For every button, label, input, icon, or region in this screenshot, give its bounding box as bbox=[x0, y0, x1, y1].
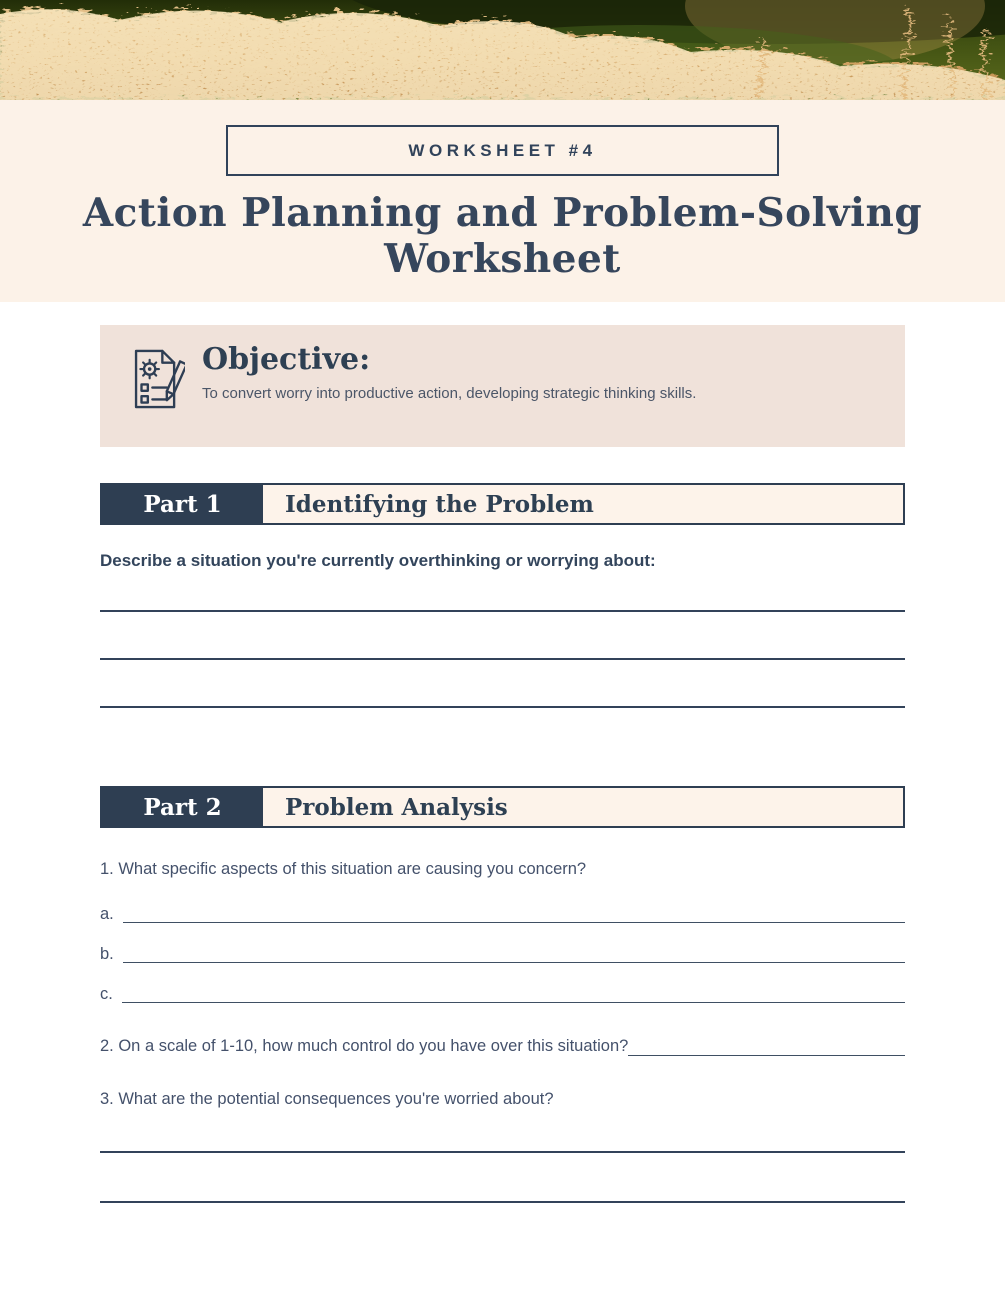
item-label: b. bbox=[100, 945, 114, 963]
answer-line[interactable] bbox=[100, 610, 905, 612]
worksheet-number-box bbox=[226, 125, 779, 176]
question-2: 2. On a scale of 1-10, how much control do you have over this situation? bbox=[100, 1037, 629, 1055]
part1-header-bar bbox=[100, 483, 905, 525]
answer-line[interactable] bbox=[123, 947, 905, 963]
question-1-item-b bbox=[100, 943, 905, 963]
question-3: 3. What are the potential consequences you're worried about? bbox=[100, 1090, 554, 1108]
answer-line[interactable] bbox=[100, 706, 905, 708]
part1-prompt: Describe a situation you're currently overthinking or worrying about: bbox=[100, 551, 656, 570]
document-gear-pencil-icon bbox=[127, 346, 185, 417]
part2-heading: Problem Analysis bbox=[285, 793, 508, 821]
objective-callout bbox=[100, 325, 905, 447]
masthead bbox=[0, 100, 1005, 302]
part1-heading: Identifying the Problem bbox=[285, 490, 594, 518]
part2-badge: Part 2 bbox=[102, 788, 263, 826]
item-label: c. bbox=[100, 985, 113, 1003]
question-1-item-c bbox=[100, 983, 905, 1003]
part1-badge: Part 1 bbox=[102, 485, 263, 523]
answer-line[interactable] bbox=[100, 1151, 905, 1153]
part2-header-bar bbox=[100, 786, 905, 828]
page-title: Action Planning and Problem-Solving Worksheet bbox=[82, 190, 923, 282]
objective-description: To convert worry into productive action, developing strategic thinking skills. bbox=[202, 384, 697, 402]
answer-line[interactable] bbox=[628, 1042, 905, 1056]
answer-line[interactable] bbox=[100, 658, 905, 660]
answer-line[interactable] bbox=[123, 907, 905, 923]
objective-text-block bbox=[202, 344, 696, 402]
grass-field-image bbox=[0, 0, 1005, 100]
item-label: a. bbox=[100, 905, 114, 923]
question-2-row bbox=[100, 1036, 905, 1056]
answer-line[interactable] bbox=[122, 987, 905, 1003]
worksheet-number-label: WORKSHEET #4 bbox=[408, 141, 597, 160]
question-1: 1. What specific aspects of this situation are causing you concern? bbox=[100, 860, 587, 878]
question-1-item-a bbox=[100, 903, 905, 923]
answer-line[interactable] bbox=[100, 1201, 905, 1203]
objective-heading: Objective: bbox=[202, 342, 371, 377]
worksheet-body bbox=[0, 325, 1005, 1203]
header-photo bbox=[0, 0, 1005, 100]
